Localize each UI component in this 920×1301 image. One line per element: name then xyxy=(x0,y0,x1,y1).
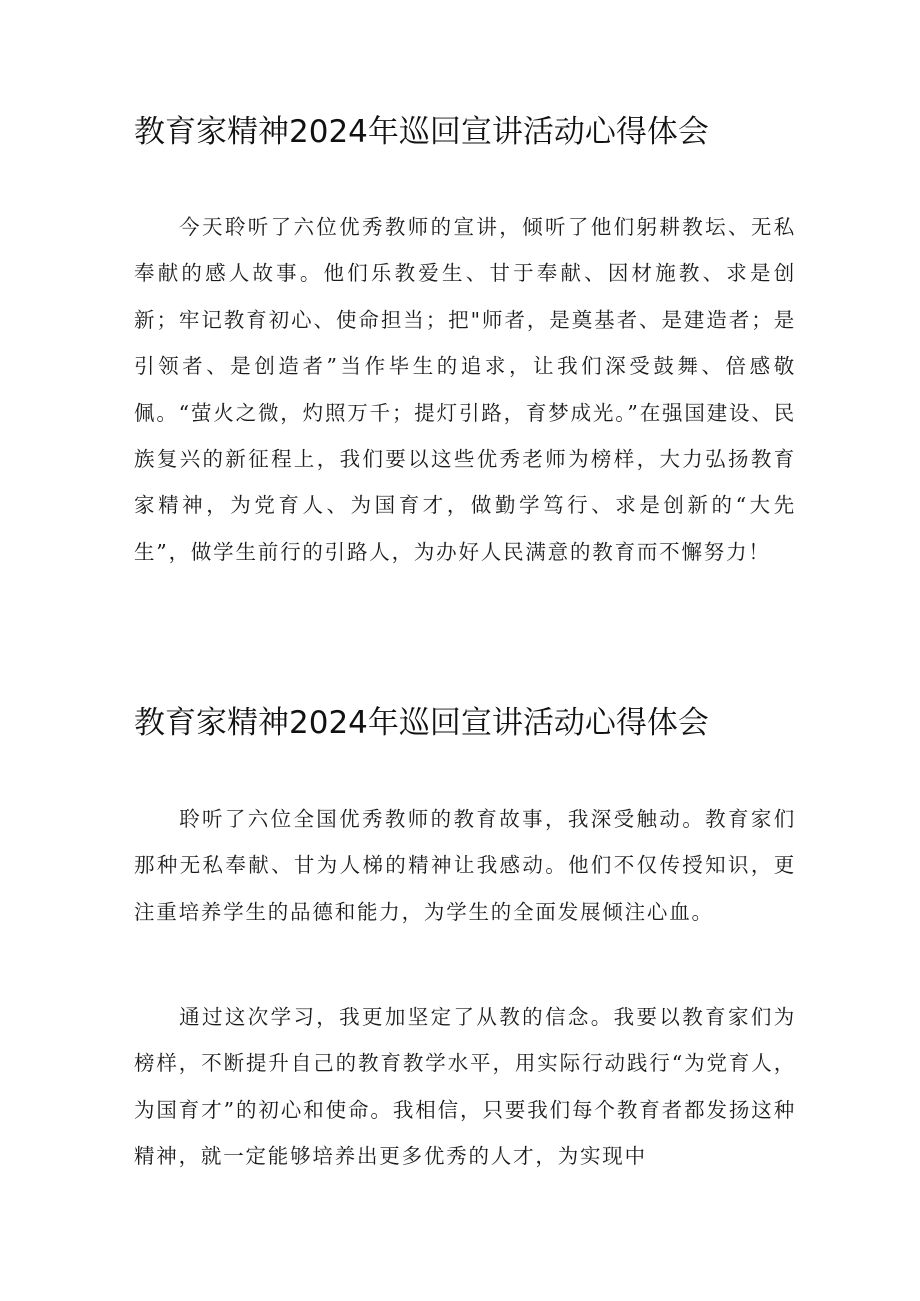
body-paragraph: 聆听了六位全国优秀教师的教育故事，我深受触动。教育家们那种无私奉献、甘为人梯的精神让我感动。他们不仅传授知识，更注重培养学生的品德和能力，为学生的全面发展倾注心血。 xyxy=(134,807,796,924)
section-title: 教育家精神2024年巡回宣讲活动心得体会 xyxy=(134,705,709,741)
body-paragraph: 通过这次学习，我更加坚定了从教的信念。我要以教育家们为榜样，不断提升自己的教育教学水平，用实际行动践行“为党育人，为国育才”的初心和使命。我相信，只要我们每个教育者都发扬这种精神，就一定能够培养出更多优秀的人才，为实现中 xyxy=(134,1005,796,1169)
section-title: 教育家精神2024年巡回宣讲活动心得体会 xyxy=(134,114,709,150)
body-paragraph: 今天聆听了六位优秀教师的宣讲，倾听了他们躬耕教坛、无私奉献的感人故事。他们乐教爱生、甘于奉献、因材施教、求是创新；牢记教育初心、使命担当；把"师者，是奠基者、是建造者；是引领者、是创造者”当作毕生的追求，让我们深受鼓舞、倍感敬佩。“萤火之微，灼照万千；提灯引路，育梦成光。”在强国建设、民族复兴的新征程上，我们要以这些优秀老师为榜样，大力弘扬教育家精神，为党育人、为国育才，做勤学笃行、求是创新的“大先生”，做学生前行的引路人，为办好人民满意的教育而不懈努力！ xyxy=(134,215,796,564)
